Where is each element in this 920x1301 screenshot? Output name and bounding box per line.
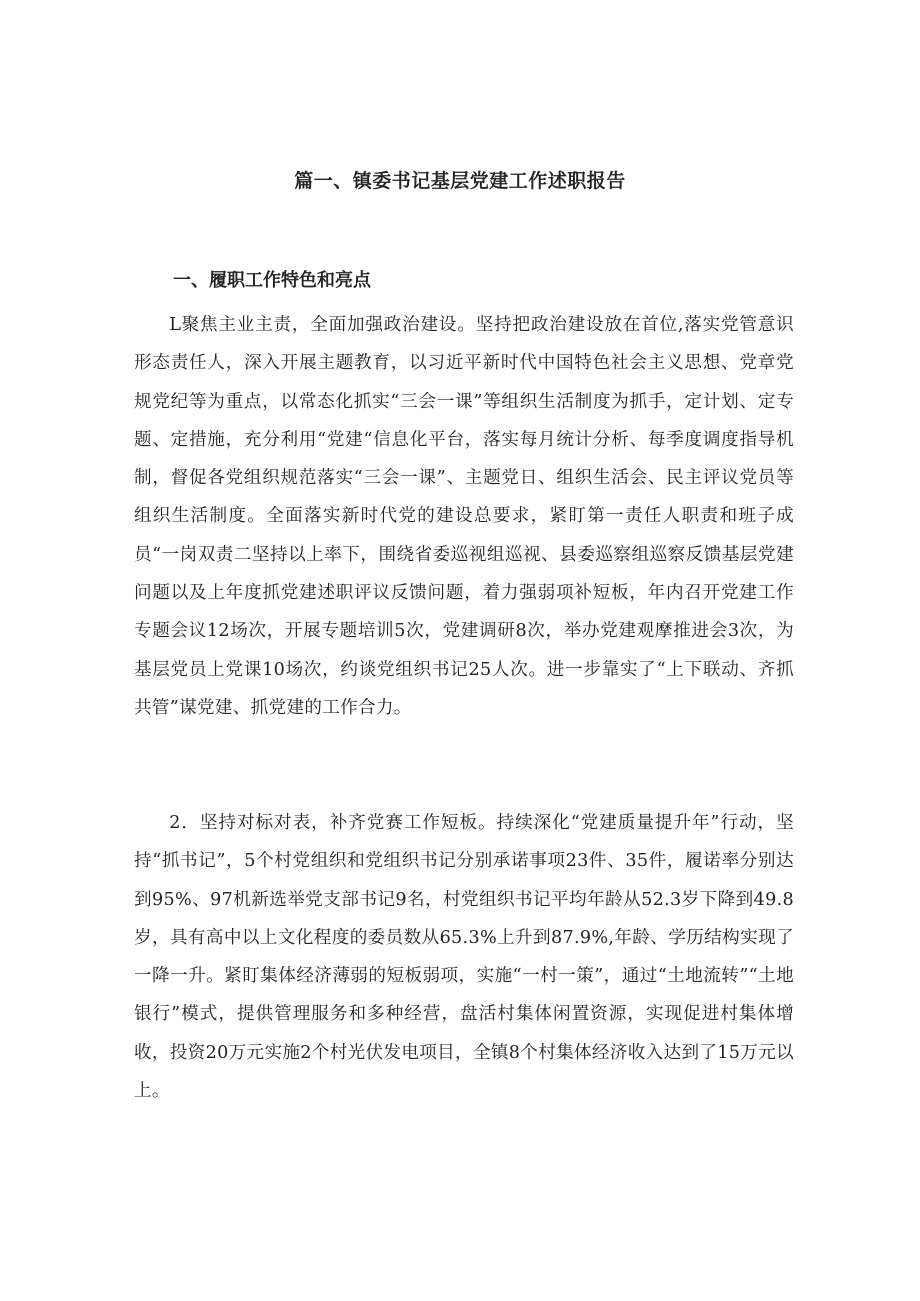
document-title: 篇一、镇委书记基层党建工作述职报告 (294, 170, 626, 192)
section-heading: 一、履职工作特色和亮点 (173, 270, 371, 291)
body-paragraph: 2．坚持对标对表，补齐党赛工作短板。持续深化“党建质量提升年”行动，坚持“抓书记”，5个村党组织和党组织书记分别承诺事项23件、35件，履诺率分别达到95%、97机新选举党支部书记9名，村党组织书记平均年龄从52.3岁下降到49.8岁，具有高中以上文化程度的委员数从65.3%上升到87.9%,年龄、学历结构实现了一降一升。紧盯集体经济薄弱的短板弱项，实施“一村一策”，通过“土地流转”“土地银行”模式，提供管理服务和多种经营，盘活村集体闲置资源，实现促进村集体增收，投资20万元实施2个村光伏发电项目，全镇8个村集体经济收入达到了15万元以上。 (134, 813, 794, 1102)
body-paragraph: L聚焦主业主责，全面加强政治建设。坚持把政治建设放在首位,落实党管意识形态责任人，深入开展主题教育，以习近平新时代中国特色社会主义思想、党章党规党纪等为重点，以常态化抓实“三会一课”等组织生活制度为抓手，定计划、定专题、定措施，充分利用“党建“信息化平台，落实每月统计分析、每季度调度指导机制，督促各党组织规范落实“三会一课”、主题党日、组织生活会、民主评议党员等组织生活制度。全面落实新时代党的建设总要求，紧盯第一责任人职责和班子成员“一岗双责二坚持以上率下，围绕省委巡视组巡视、县委巡察组巡察反馈基层党建问题以及上年度抓党建述职评议反馈问题，着力强弱项补短板，年内召开党建工作专题会议12场次，开展专题培训5次，党建调研8次，举办党建观摩推进会3次，为基层党员上党课10场次，约谈党组织书记25人次。进一步靠实了“上下联动、齐抓共管”谋党建、抓党建的工作合力。 (134, 315, 794, 718)
